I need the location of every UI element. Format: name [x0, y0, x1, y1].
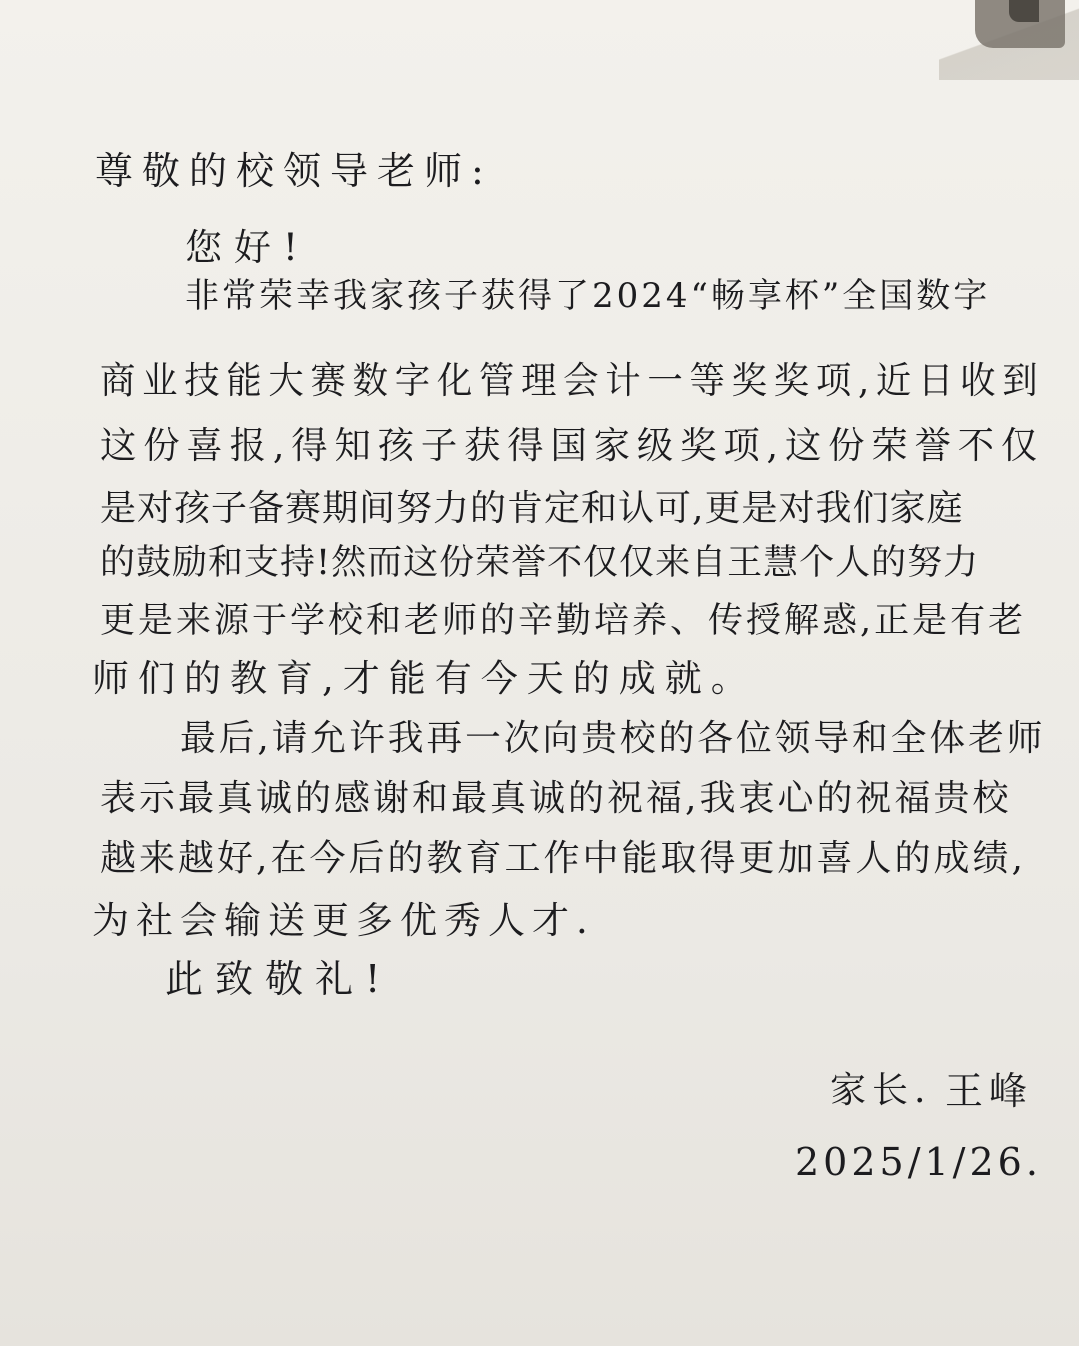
letter-closing-line: 越来越好,在今后的教育工作中能取得更加喜人的成绩, — [100, 838, 1026, 879]
letter-closing-line: 表示最真诚的感谢和最真诚的祝福,我衷心的祝福贵校 — [100, 778, 1012, 819]
letter-closing-line: 最后,请允许我再一次向贵校的各位领导和全体老师 — [180, 718, 1046, 759]
letter-regards: 此致敬礼! — [165, 957, 393, 1001]
letter-closing-line: 为社会输送更多优秀人才. — [92, 899, 595, 942]
background-object-shadow — [1009, 0, 1039, 22]
letter-salutation: 尊敬的校领导老师: — [95, 149, 493, 193]
letter-body-line: 师们的教育,才能有今天的成就。 — [92, 657, 757, 700]
letter-body-line: 这份喜报,得知孩子获得国家级奖项,这份荣誉不仅 — [100, 424, 1045, 467]
letter-body-line: 的鼓励和支持!然而这份荣誉不仅仅来自王慧个人的努力 — [100, 543, 980, 583]
signature-role: 家长. — [830, 1070, 932, 1111]
letter-body-line: 非常荣幸我家孩子获得了2024“畅享杯”全国数字 — [185, 276, 991, 316]
signature-name: 王峰 — [945, 1069, 1034, 1113]
letter-body-line: 更是来源于学校和老师的辛勤培养、传授解惑,正是有老 — [100, 601, 1027, 641]
letter-body-line: 是对孩子备赛期间努力的肯定和认可,更是对我们家庭 — [100, 488, 964, 529]
letter-body-line: 商业技能大赛数字化管理会计一等奖奖项,近日收到 — [100, 359, 1045, 402]
letter-date: 2025/1/26. — [795, 1140, 1042, 1184]
letter-greeting: 您好! — [185, 226, 310, 269]
